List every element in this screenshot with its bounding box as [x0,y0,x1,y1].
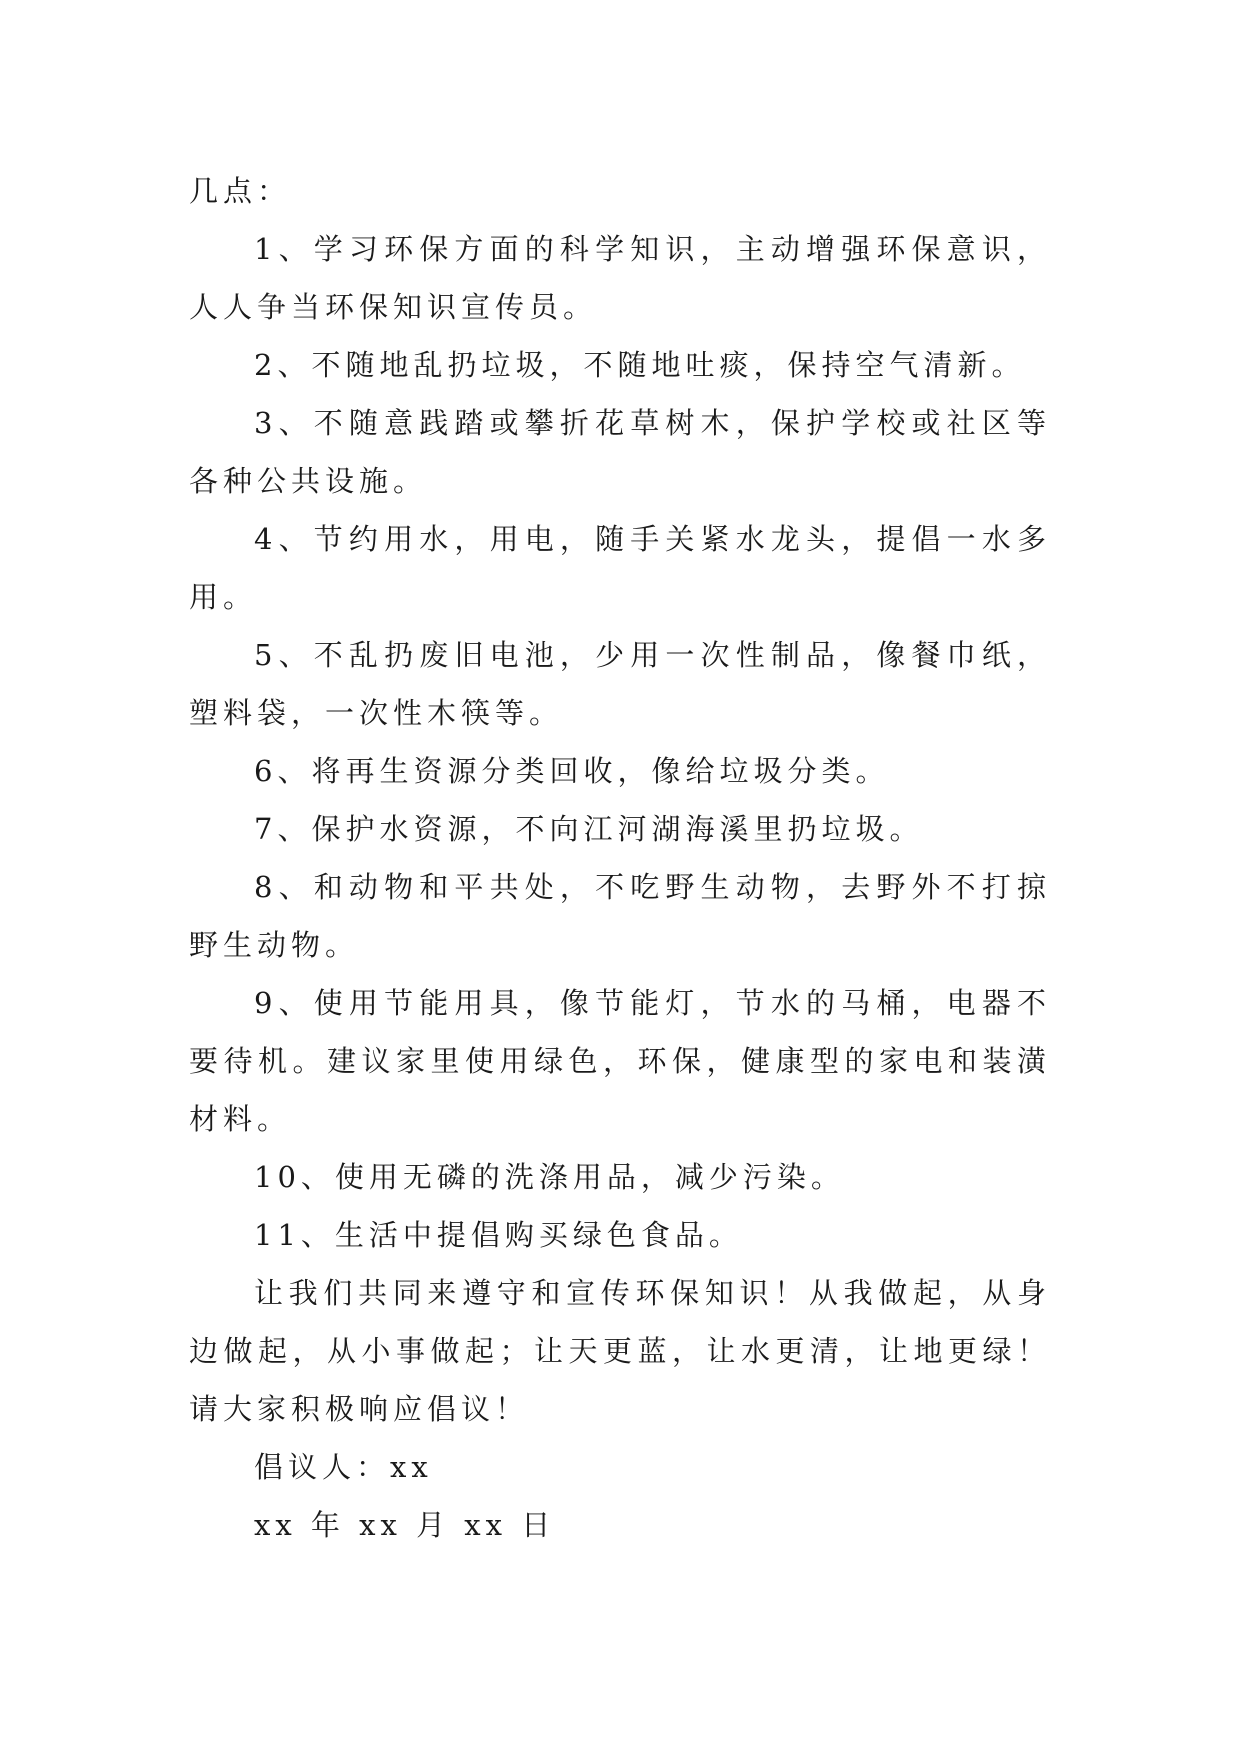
list-item: 7、保护水资源，不向江河湖海溪里扔垃圾。 [254,812,924,846]
list-item: 11、生活中提倡购买绿色食品。 [254,1218,743,1252]
list-item: 6、将再生资源分类回收，像给垃圾分类。 [254,754,890,788]
list-item: 5、不乱扔废旧电池，少用一次性制品，像餐巾纸，塑料袋，一次性木筷等。 [189,638,1051,730]
list-item: 8、和动物和平共处，不吃野生动物，去野外不打掠野生动物。 [189,870,1051,962]
list-item: 2、不随地乱扔垃圾，不随地吐痰，保持空气清新。 [254,348,1026,382]
signer-line: 倡议人：xx [254,1450,433,1484]
list-item: 3、不随意践踏或攀折花草树木，保护学校或社区等各种公共设施。 [189,406,1051,498]
list-item: 1、学习环保方面的科学知识，主动增强环保意识，人人争当环保知识宣传员。 [189,232,1051,324]
list-item: 9、使用节能用具，像节能灯，节水的马桶，电器不要待机。建议家里使用绿色，环保，健康型的家电和装潢材料。 [189,986,1051,1136]
document-body [189,162,1051,1554]
date-line: xx 年 xx 月 xx 日 [254,1508,556,1542]
intro-text: 几点： [189,174,292,208]
list-item: 4、节约用水，用电，随手关紧水龙头，提倡一水多用。 [189,522,1051,614]
list-item: 10、使用无磷的洗涤用品，减少污染。 [254,1160,845,1194]
closing-paragraph: 让我们共同来遵守和宣传环保知识！从我做起，从身边做起，从小事做起；让天更蓝，让水更清，让地更绿！请大家积极响应倡议！ [189,1276,1051,1426]
